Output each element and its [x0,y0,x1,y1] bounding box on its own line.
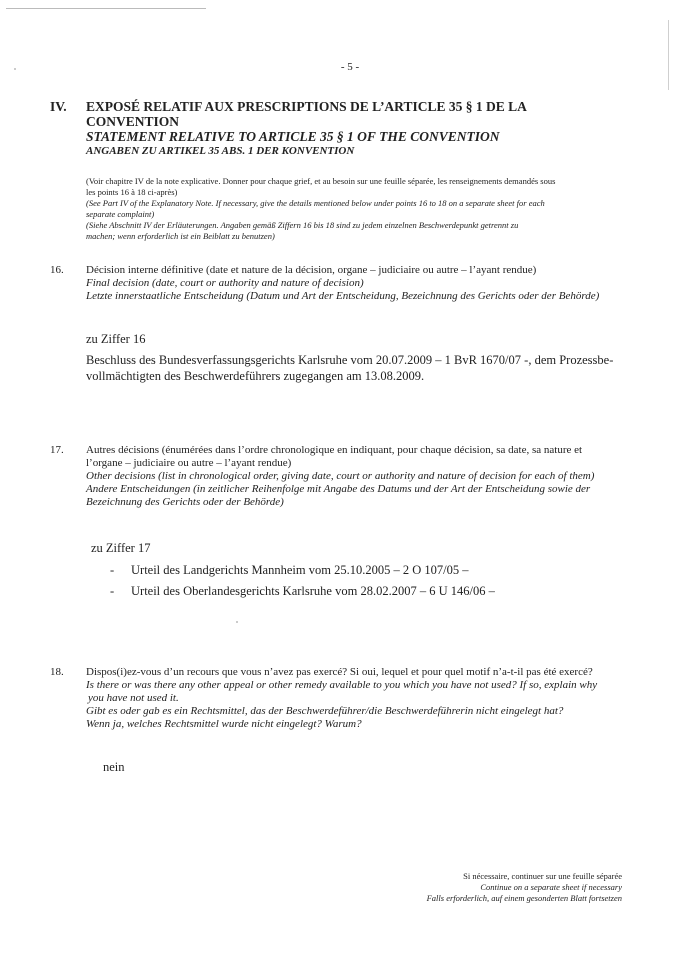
item-17-answer-label: zu Ziffer 17 [91,541,151,555]
item-16-question [86,264,641,303]
note-fr-cont: les points 16 à 18 ci-après) [86,187,178,197]
note-en-cont: separate complaint) [86,209,155,219]
continuation-note [427,871,622,904]
section-title-de: ANGABEN ZU ARTIKEL 35 ABS. 1 DER KONVENTION [86,145,355,157]
item-16-fr: Décision interne définitive (date et nature de la décision, organe – judiciaire ou autre – l’ayant rendue) [86,264,537,276]
item-18-en-cont: you have not used it. [88,692,179,704]
item-17-en: Other decisions (list in chronological order, giving date, court or authority and nature of decision for each of them) [86,470,595,482]
section-number: IV. [50,99,67,114]
item-17-fr: Autres décisions (énumérées dans l’ordre chronologique en indiquant, pour chaque décision, sa date, sa nature et [86,444,583,456]
note-en: (See Part IV of the Explanatory Note. If necessary, give the details mentioned below under points 16 to 18 on a separate sheet for each [86,198,545,208]
item-17-question [86,444,641,509]
footer-de: Falls erforderlich, auf einem gesonderten Blatt fortsetzen [426,893,622,903]
section-title-fr: EXPOSÉ RELATIF AUX PRESCRIPTIONS DE L’ARTICLE 35 § 1 DE LA [86,99,527,114]
item-16-answer [86,352,646,384]
item-17-number: 17. [50,444,64,456]
footer-en: Continue on a separate sheet if necessary [480,882,622,892]
item-18-de-cont: Wenn ja, welches Rechtsmittel wurde nicht eingelegt? Warum? [86,718,362,730]
item-17-de: Andere Entscheidungen (in zeitlicher Reihenfolge mit Angabe des Datums und der Art der Entscheidung sowie der [86,483,591,495]
item-18-fr: Dispos(i)ez-vous d’un recours que vous n’avez pas exercé? Si oui, lequel et pour quel motif n’a-t-il pas été exercé? [86,666,593,678]
item-18-answer: nein [103,760,125,774]
item-18-number: 18. [50,666,64,678]
section-heading [86,99,606,159]
item-16-answer-label: zu Ziffer 16 [86,332,146,346]
scan-edge-mark [668,20,669,90]
item-16-number: 16. [50,264,64,276]
item-18-en: Is there or was there any other appeal or other remedy available to you which you have not used? If so, explain why [86,679,598,691]
explanatory-note [86,176,591,242]
item-17-fr-cont: l’organe – judiciaire ou autre – l’ayant rendue) [86,457,292,469]
item-18-de: Gibt es oder gab es ein Rechtsmittel, das der Beschwerdeführer/die Beschwerdeführerin nicht eingelegt hat? [86,705,564,717]
section-title-en: STATEMENT RELATIVE TO ARTICLE 35 § 1 OF THE CONVENTION [86,129,500,144]
scan-speck [236,621,238,623]
note-de: (Siehe Abschnitt IV der Erläuterungen. Angaben gemäß Ziffern 16 bis 18 sind zu jedem einzelnen Beschwerdepunkt getrennt zu [86,220,519,230]
bullet-dash: - [110,584,115,598]
item-17-decision-2: Urteil des Oberlandesgerichts Karlsruhe vom 28.02.2007 – 6 U 146/06 – [131,584,495,598]
item-17-decision-1: Urteil des Landgerichts Mannheim vom 25.10.2005 – 2 O 107/05 – [131,563,469,577]
item-16-answer-line-1: Beschluss des Bundesverfassungsgerichts Karlsruhe vom 20.07.2009 – 1 BvR 1670/07 -, dem Prozessbe- [86,353,614,367]
item-16-de: Letzte innerstaatliche Entscheidung (Datum und Art der Entscheidung, Bezeichnung des Gerichts oder der Behörde) [86,290,600,302]
note-de-cont: machen; wenn erforderlich ist ein Beiblatt zu benutzen) [86,231,275,241]
page-number: - 5 - [340,61,360,73]
note-fr: (Voir chapitre IV de la note explicative. Donner pour chaque grief, et au besoin sur une feuille séparée, les renseignements demandés sous [86,176,556,186]
footer-fr: Si nécessaire, continuer sur une feuille séparée [463,871,622,881]
item-16-en: Final decision (date, court or authority and nature of decision) [86,277,364,289]
item-17-de-cont: Bezeichnung des Gerichts oder der Behörde) [86,496,284,508]
bullet-dash: - [110,563,115,577]
item-16-answer-line-2: vollmächtigten des Beschwerdeführers zugegangen am 13.08.2009. [86,369,425,383]
scan-edge-line [6,8,206,9]
item-18-question [86,666,641,731]
section-title-fr-cont: CONVENTION [86,114,180,129]
